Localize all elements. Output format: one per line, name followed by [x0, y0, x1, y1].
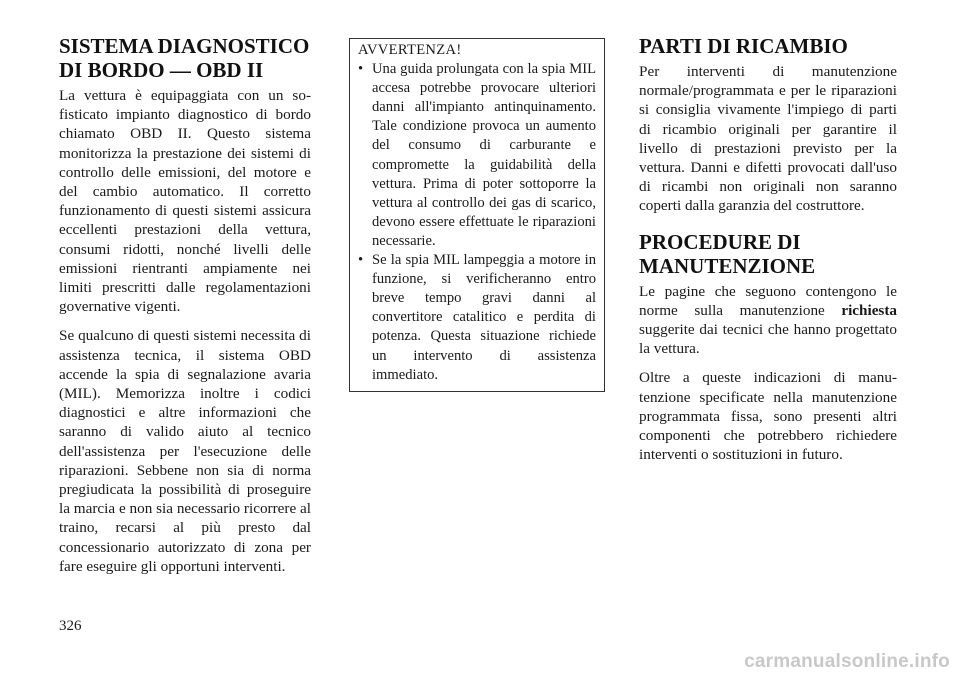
bullet-icon: •: [358, 252, 364, 269]
section-title-parts: PARTI DI RICAMBIO: [639, 34, 848, 58]
parts-paragraph: Per interventi di manutenzione normale/programmata e per le riparazioni si consiglia vivamente l'impiego di parti di ricambio originali per garantire il livello di prestazioni previsto per la vettura. Danni e difetti provocati dall'uso di ricambi non originali non saranno coperti dalla garanzia del costruttore.: [639, 63, 897, 215]
warning-title: AVVERTENZA!: [358, 42, 462, 58]
page-number: 326: [59, 618, 82, 634]
maintenance-text-bold: richiesta: [841, 301, 897, 319]
warning-box: [349, 38, 605, 392]
warning-item: [358, 60, 596, 251]
maintenance-text-start: Le pagine che seguono contengono le norme sulla manutenzione: [639, 282, 897, 319]
warning-item-text: Una guida prolungata con la spia MIL accesa potrebbe provocare ulteriori danni all'impianto antinquinamento. Tale condizione provoca un aumento del consumo di carburante e compromette la guidabilità della vettura. Prima di poter sottoporre la vettura al controllo dei gas di scarico, devono essere effettuate le riparazioni necessarie.: [372, 61, 596, 249]
section-title-obd: SISTEMA DIAGNOSTICO DI BORDO — OBD II: [59, 34, 310, 82]
obd-paragraph-1: La vettura è equipaggiata con un sofisticato impianto diagnostico di bordo chiamato OBD II. Questo sistema monitorizza la prestazione dei sistemi di controllo delle emissioni, del motore e del cambio automatico. Il corretto funzionamento di questi sistemi assicura eccellenti prestazioni della vettura, consumi ridotti, nonché livelli delle emissioni rientranti ampiamente nei limiti prescritti dalle regolamentazioni governative vigenti.: [59, 87, 311, 316]
warning-item-text: Se la spia MIL lampeggia a motore in funzione, si verificheranno entro breve tempo gravi danni al convertitore catalitico e perdita di potenza. Questa situazione richiede un intervento di assistenza immediato.: [372, 252, 596, 383]
bullet-icon: •: [358, 61, 364, 78]
section-title-maintenance: PROCEDURE DI MANUTENZIONE: [639, 229, 816, 278]
maintenance-text-end: suggerite dai tecnici che hanno progettato la vettura.: [639, 321, 897, 358]
column-left: [59, 34, 311, 586]
maintenance-paragraph-1: [639, 282, 897, 359]
warning-item: [358, 251, 596, 385]
column-right: [639, 34, 897, 474]
maintenance-paragraph-2: Oltre a queste indicazioni di manutenzione specificate nella manutenzione programmata fissa, sono presenti altri componenti che potrebbero richiedere interventi o sostituzioni in futuro.: [639, 369, 897, 464]
watermark: carmanualsonline.info: [744, 651, 950, 672]
warning-list: [358, 60, 596, 385]
obd-paragraph-2: Se qualcuno di questi sistemi necessita di assistenza tecnica, il sistema OBD accende la spia di segnalazione avaria (MIL). Memorizza inoltre i codici diagnostici e altre informazioni che saranno di valido aiuto al tecnico dell'assistenza per l'esecuzione delle riparazioni. Sebbene non sia di norma pregiudicata la possibilità di proseguire la marcia e non sia necessario ricorrere al traino, recarsi al più presto dal concessionario autorizzato di zona per fare eseguire gli opportuni interventi.: [59, 327, 311, 575]
